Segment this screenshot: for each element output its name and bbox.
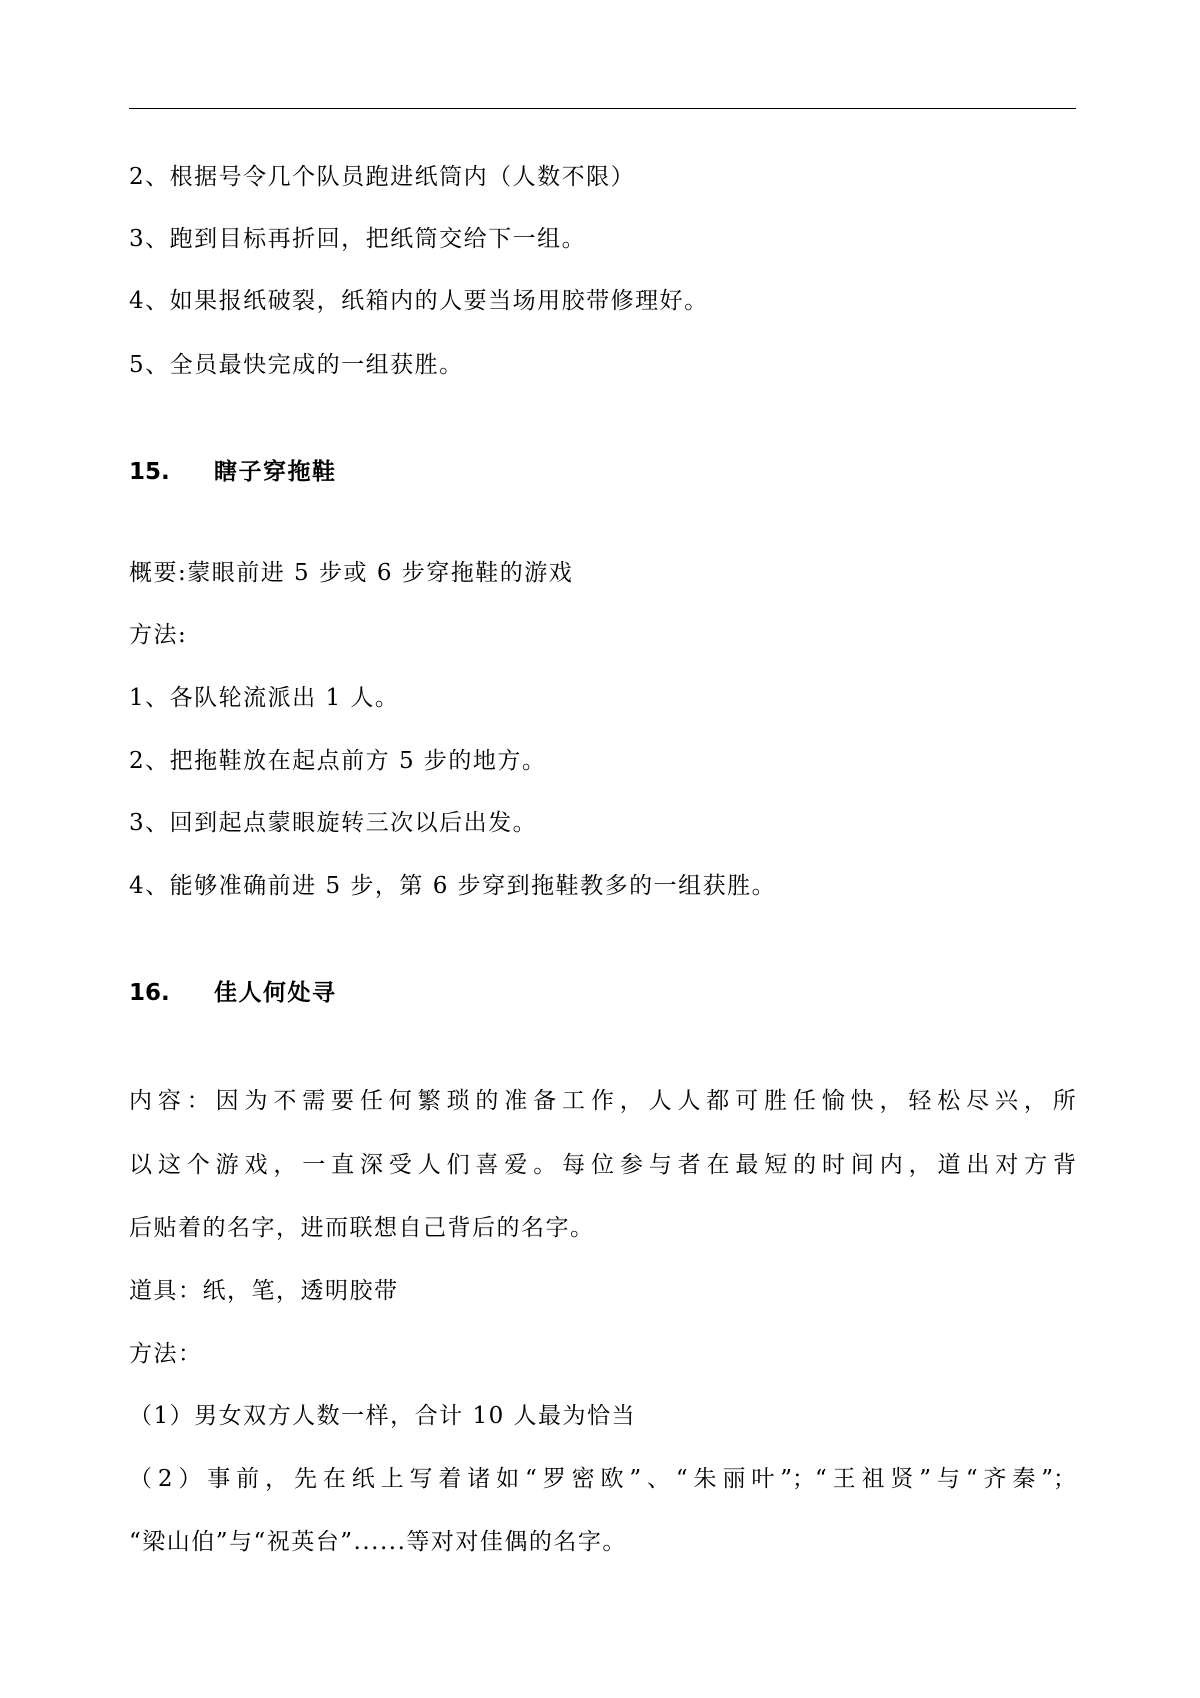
section-15-method-label: 方法: xyxy=(129,622,188,648)
section-15-summary: 概要:蒙眼前进 5 步或 6 步穿拖鞋的游戏 xyxy=(129,560,574,586)
section-16-step-1: （1）男女双方人数一样，合计 10 人最为恰当 xyxy=(129,1403,637,1429)
header-rule xyxy=(129,108,1076,109)
section-15-step-4: 4、能够准确前进 5 步，第 6 步穿到拖鞋教多的一组获胜。 xyxy=(129,873,777,899)
section-16-step-3: “梁山伯”与“祝英台”......等对对佳偶的名字。 xyxy=(129,1529,627,1555)
section-16-content-line-3: 后贴着的名字，进而联想自己背后的名字。 xyxy=(129,1215,595,1241)
section-16-method-label: 方法： xyxy=(129,1341,203,1367)
section-15-heading xyxy=(129,457,337,487)
section-15-step-1: 1、各队轮流派出 1 人。 xyxy=(129,685,400,711)
section-15-step-3: 3、回到起点蒙眼旋转三次以后出发。 xyxy=(129,810,538,836)
section-15-title: 瞎子穿拖鞋 xyxy=(214,458,337,485)
section-16-content-line-2: 以这个游戏，一直深受人们喜爱。每位参与者在最短的时间内，道出对方背 xyxy=(129,1152,1076,1178)
section-16-content-line-1: 内容：因为不需要任何繁琐的准备工作，人人都可胜任愉快，轻松尽兴，所 xyxy=(129,1088,1076,1114)
section-16-number: 16. xyxy=(129,980,170,1006)
section-15-number: 15. xyxy=(129,459,170,485)
section-15-step-2: 2、把拖鞋放在起点前方 5 步的地方。 xyxy=(129,748,547,774)
step-prev-3: 3、跑到目标再折回，把纸筒交给下一组。 xyxy=(129,226,587,252)
section-16-heading xyxy=(129,978,337,1008)
step-prev-4: 4、如果报纸破裂，纸箱内的人要当场用胶带修理好。 xyxy=(129,288,709,314)
section-16-props: 道具：纸，笔，透明胶带 xyxy=(129,1278,399,1304)
section-16-step-2: （2）事前，先在纸上写着诸如“罗密欧”、“朱丽叶”；“王祖贤”与“齐秦”； xyxy=(129,1466,1076,1492)
step-prev-2: 2、根据号令几个队员跑进纸筒内（人数不限） xyxy=(129,164,636,190)
step-prev-5: 5、全员最快完成的一组获胜。 xyxy=(129,352,464,378)
section-16-title: 佳人何处寻 xyxy=(214,979,337,1006)
